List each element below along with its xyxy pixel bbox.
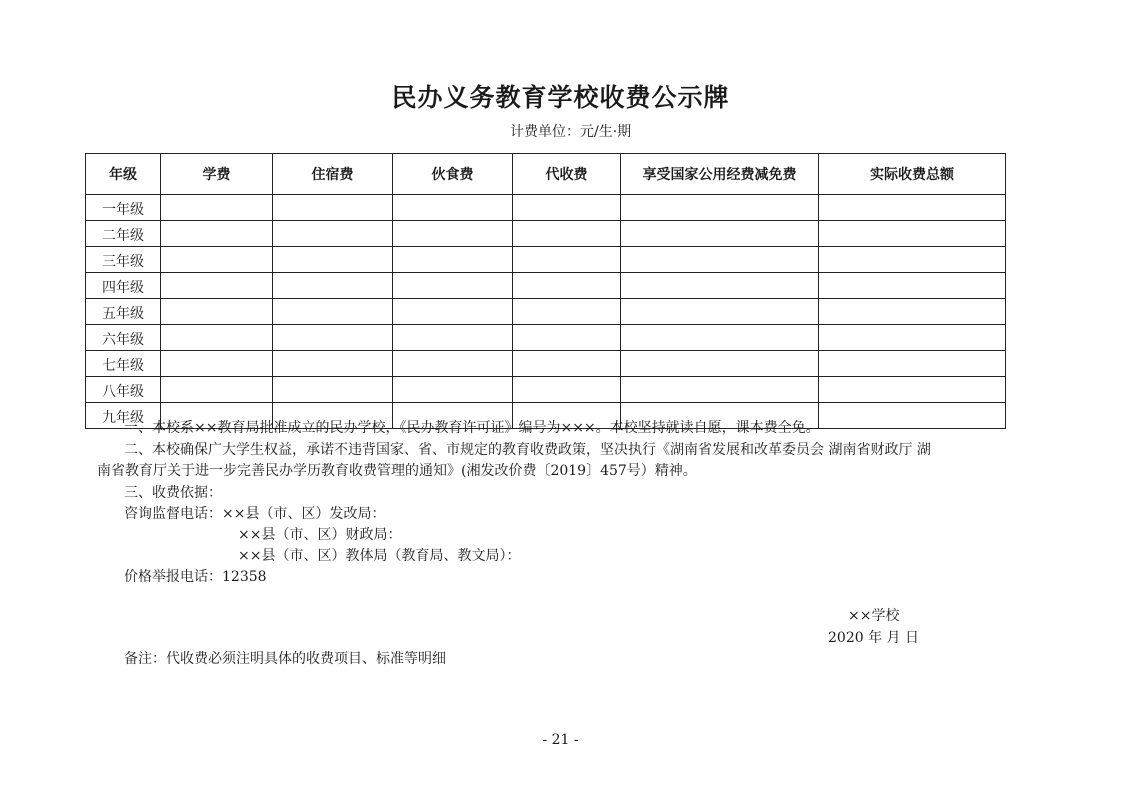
reduction-cell — [621, 195, 819, 221]
grade-cell: 三年级 — [86, 247, 161, 273]
consult-phone-finance: ××县（市、区）财政局： — [238, 527, 402, 543]
tuition-cell — [161, 273, 273, 299]
tuition-cell — [161, 377, 273, 403]
header-collected-fees: 代收费 — [513, 154, 621, 195]
page-number: - 21 - — [542, 732, 579, 748]
meals-cell — [393, 273, 513, 299]
table-row — [86, 247, 1006, 273]
header-meals: 伙食费 — [393, 154, 513, 195]
accommodation-cell — [273, 273, 393, 299]
grade-cell: 六年级 — [86, 325, 161, 351]
total-cell — [819, 195, 1006, 221]
collected-fees-cell — [513, 273, 621, 299]
accommodation-cell — [273, 195, 393, 221]
header-tuition: 学费 — [161, 154, 273, 195]
remark: 备注：代收费必须注明具体的收费项目、标准等明细 — [124, 651, 446, 667]
meals-cell — [393, 325, 513, 351]
meals-cell — [393, 299, 513, 325]
table-row — [86, 377, 1006, 403]
grade-cell: 一年级 — [86, 195, 161, 221]
tuition-cell — [161, 221, 273, 247]
reduction-cell — [621, 351, 819, 377]
fee-table — [85, 153, 1006, 429]
meals-cell — [393, 377, 513, 403]
meals-cell — [393, 195, 513, 221]
total-cell — [819, 221, 1006, 247]
collected-fees-cell — [513, 325, 621, 351]
accommodation-cell — [273, 221, 393, 247]
consult-phone-education: ××县（市、区）教体局（教育局、教文局）： — [238, 548, 521, 564]
note-fee-basis: 三、收费依据： — [124, 485, 222, 501]
tuition-cell — [161, 325, 273, 351]
tuition-cell — [161, 351, 273, 377]
consult-phone-development: 咨询监督电话：××县（市、区）发改局： — [124, 506, 386, 522]
grade-cell: 九年级 — [86, 403, 161, 429]
signature-school: ××学校 — [848, 608, 900, 624]
accommodation-cell — [273, 325, 393, 351]
grade-cell: 二年级 — [86, 221, 161, 247]
meals-cell — [393, 351, 513, 377]
header-actual-total: 实际收费总额 — [819, 154, 1006, 195]
table-row — [86, 299, 1006, 325]
table-row — [86, 221, 1006, 247]
accommodation-cell — [273, 299, 393, 325]
accommodation-cell — [273, 377, 393, 403]
accommodation-cell — [273, 247, 393, 273]
total-cell — [819, 247, 1006, 273]
collected-fees-cell — [513, 247, 621, 273]
tuition-cell — [161, 299, 273, 325]
collected-fees-cell — [513, 377, 621, 403]
table-header-row — [86, 154, 1006, 195]
table-row — [86, 351, 1006, 377]
table-row — [86, 273, 1006, 299]
collected-fees-cell — [513, 195, 621, 221]
header-public-fund-reduction: 享受国家公用经费减免费 — [621, 154, 819, 195]
note-policy-line2: 南省教育厅关于进一步完善民办学历教育收费管理的通知》(湘发改价费〔2019〕457号）精神。 — [97, 463, 697, 479]
note-approval: 一、本校系××教育局批准成立的民办学校，《民办教育许可证》编号为×××。本校坚持就读自愿，课本费全免。 — [124, 420, 820, 436]
document-title: 民办义务教育学校收费公示牌 — [391, 83, 730, 112]
header-grade: 年级 — [86, 154, 161, 195]
reduction-cell — [621, 377, 819, 403]
table-row — [86, 195, 1006, 221]
total-cell — [819, 351, 1006, 377]
reduction-cell — [621, 247, 819, 273]
tuition-cell — [161, 247, 273, 273]
grade-cell: 七年级 — [86, 351, 161, 377]
total-cell — [819, 325, 1006, 351]
accommodation-cell — [273, 351, 393, 377]
total-cell — [819, 403, 1006, 429]
table-row — [86, 325, 1006, 351]
grade-cell: 五年级 — [86, 299, 161, 325]
reduction-cell — [621, 273, 819, 299]
reduction-cell — [621, 325, 819, 351]
price-hotline: 价格举报电话：12358 — [124, 569, 267, 585]
total-cell — [819, 273, 1006, 299]
note-policy-line1: 二、本校确保广大学生权益，承诺不违背国家、省、市规定的教育收费政策，坚决执行《湖南省发展和改革委员会 湖南省财政厅 湖 — [124, 442, 931, 458]
collected-fees-cell — [513, 351, 621, 377]
reduction-cell — [621, 299, 819, 325]
collected-fees-cell — [513, 221, 621, 247]
tuition-cell — [161, 195, 273, 221]
grade-cell: 四年级 — [86, 273, 161, 299]
meals-cell — [393, 221, 513, 247]
collected-fees-cell — [513, 299, 621, 325]
total-cell — [819, 299, 1006, 325]
fee-unit: 计费单位：元/生·期 — [510, 124, 632, 140]
total-cell — [819, 377, 1006, 403]
reduction-cell — [621, 221, 819, 247]
header-accommodation: 住宿费 — [273, 154, 393, 195]
grade-cell: 八年级 — [86, 377, 161, 403]
signature-date: 2020 年 月 日 — [828, 630, 919, 646]
meals-cell — [393, 247, 513, 273]
